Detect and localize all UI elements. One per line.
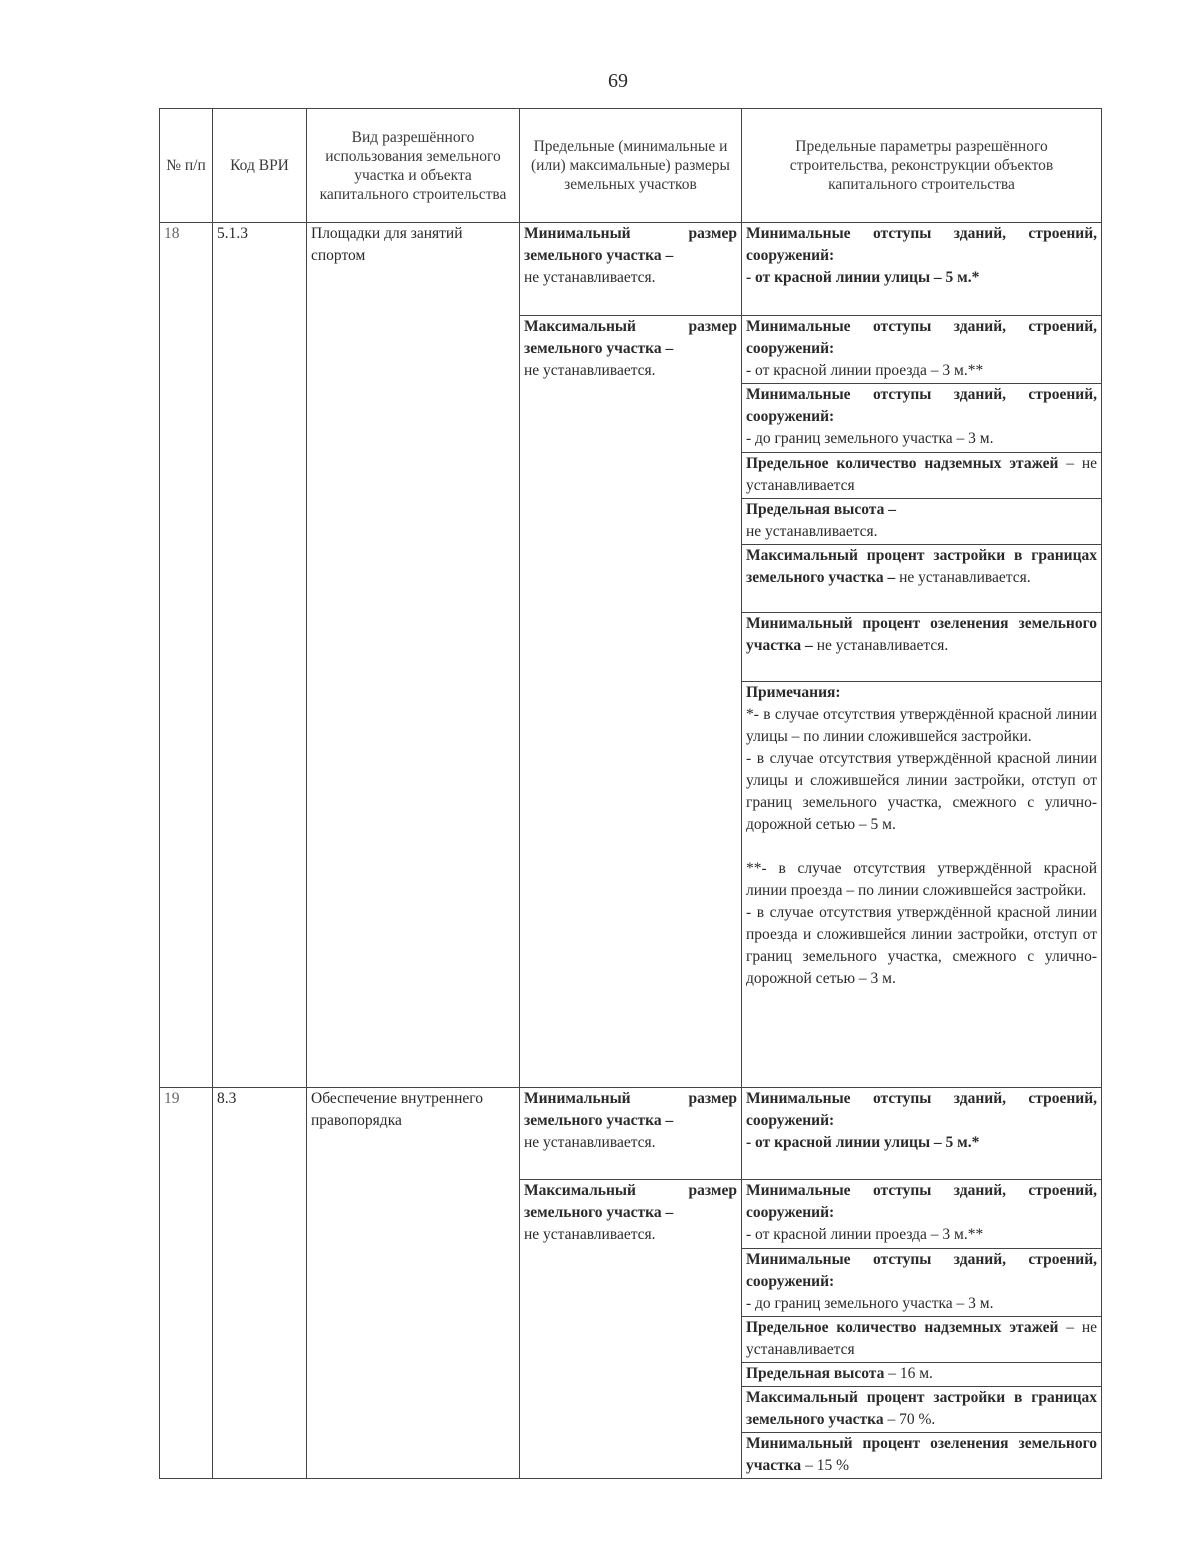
max-size-cell xyxy=(520,1180,742,1479)
param-label: Максимальный процент застройки в границах земельного участка xyxy=(746,1389,1097,1428)
header-sizes: Предельные (минимальные и (или) максимальные) размеры земельных участков xyxy=(520,109,742,223)
min-size-label: Минимальный размер земельного участка – xyxy=(524,225,737,264)
min-size-value: не устанавливается. xyxy=(524,1134,656,1151)
vri-name: Обеспечение внутреннего правопорядка xyxy=(307,1088,520,1479)
param-value: – 15 % xyxy=(801,1457,849,1474)
param-cell xyxy=(742,316,1102,384)
header-row xyxy=(160,109,1102,223)
param-value: не устанавливается. xyxy=(746,523,878,540)
min-size-value: не устанавливается. xyxy=(524,269,656,286)
min-size-cell xyxy=(520,1088,742,1180)
vri-code: 8.3 xyxy=(213,1088,307,1479)
header-num: № п/п xyxy=(160,109,213,223)
max-size-cell xyxy=(520,316,742,1088)
param-cell xyxy=(742,1317,1102,1363)
vri-code: 5.1.3 xyxy=(213,223,307,1088)
param-value: – 70 %. xyxy=(883,1411,936,1428)
param-cell xyxy=(742,613,1102,682)
param-label: Минимальные отступы зданий, строений, сооружений: xyxy=(746,225,1097,264)
param-value: - от красной линии проезда – 3 м.** xyxy=(746,362,984,379)
param-value: не устанавливается. xyxy=(816,637,949,654)
max-size-value: не устанавливается. xyxy=(524,1226,656,1243)
param-value: - от красной линии улицы – 5 м.* xyxy=(746,269,980,286)
note-paragraph: *- в случае отсутствия утверждённой красной линии улицы – по линии сложившейся застройки. xyxy=(746,706,1097,745)
param-label: Минимальные отступы зданий, строений, сооружений: xyxy=(746,386,1097,425)
param-cell xyxy=(742,1433,1102,1479)
param-value: - от красной линии проезда – 3 м.** xyxy=(746,1226,984,1243)
note-paragraph: - в случае отсутствия утверждённой красной линии улицы и сложившейся линии застройки, отступ от границ земельного участка, смежного с улично-дорожной сетью – 5 м. xyxy=(746,750,1097,833)
vri-name: Площадки для занятий спортом xyxy=(307,223,520,1088)
param-label: Максимальный процент застройки в границах земельного участка – xyxy=(746,547,1097,586)
param-value: - от красной линии улицы – 5 м.* xyxy=(746,1134,980,1151)
max-size-label: Максимальный размер земельного участка – xyxy=(524,318,737,357)
header-vri: Вид разрешённого использования земельного участка и объекта капитального строительства xyxy=(307,109,520,223)
param-label: Минимальные отступы зданий, строений, сооружений: xyxy=(746,318,1097,357)
param-label: Предельная высота – xyxy=(746,501,896,518)
note-paragraph: **- в случае отсутствия утверждённой красной линии проезда – по линии сложившейся застройки. xyxy=(746,860,1097,899)
param-label: Предельное количество надземных этажей xyxy=(746,1319,1059,1336)
param-cell xyxy=(742,1088,1102,1180)
param-cell xyxy=(742,499,1102,545)
param-cell xyxy=(742,453,1102,499)
param-label: Предельная высота xyxy=(746,1365,885,1382)
table-row xyxy=(160,1088,1102,1180)
max-size-value: не устанавливается. xyxy=(524,362,656,379)
row-number: 19 xyxy=(160,1088,213,1479)
param-label: Минимальные отступы зданий, строений, сооружений: xyxy=(746,1251,1097,1290)
notes-title: Примечания: xyxy=(746,684,841,701)
row-number: 18 xyxy=(160,223,213,1088)
max-size-label: Максимальный размер земельного участка – xyxy=(524,1182,737,1221)
param-value: не устанавливается. xyxy=(899,569,1031,586)
page-number: 69 xyxy=(608,70,628,92)
param-label: Минимальные отступы зданий, строений, сооружений: xyxy=(746,1090,1097,1129)
param-value: – не устанавливается xyxy=(746,1319,1097,1358)
min-size-cell xyxy=(520,223,742,316)
param-value: - до границ земельного участка – 3 м. xyxy=(746,1295,994,1312)
param-label: Минимальный процент озеленения земельного участка xyxy=(746,1435,1097,1474)
regulations-table xyxy=(159,108,1102,1479)
min-size-label: Минимальный размер земельного участка – xyxy=(524,1090,737,1129)
param-label: Предельное количество надземных этажей xyxy=(746,455,1059,472)
param-cell xyxy=(742,545,1102,613)
param-value: – не устанавливается xyxy=(746,455,1097,494)
notes-cell xyxy=(742,682,1102,1088)
param-cell xyxy=(742,223,1102,316)
header-params: Предельные параметры разрешённого строительства, реконструкции объектов капитального строительства xyxy=(742,109,1102,223)
param-label: Минимальный процент озеленения земельного участка – xyxy=(746,615,1097,654)
param-value: – 16 м. xyxy=(884,1365,933,1382)
param-cell xyxy=(742,1249,1102,1317)
note-paragraph: - в случае отсутствия утверждённой красной линии проезда и сложившейся линии застройки, отступ от границ земельного участка, смежного с улично-дорожной сетью – 3 м. xyxy=(746,904,1097,987)
param-cell xyxy=(742,384,1102,453)
param-label: Минимальные отступы зданий, строений, сооружений: xyxy=(746,1182,1097,1221)
param-cell xyxy=(742,1180,1102,1249)
param-cell xyxy=(742,1363,1102,1387)
param-cell xyxy=(742,1387,1102,1433)
table-row xyxy=(160,223,1102,316)
header-code: Код ВРИ xyxy=(213,109,307,223)
param-value: - до границ земельного участка – 3 м. xyxy=(746,430,994,447)
